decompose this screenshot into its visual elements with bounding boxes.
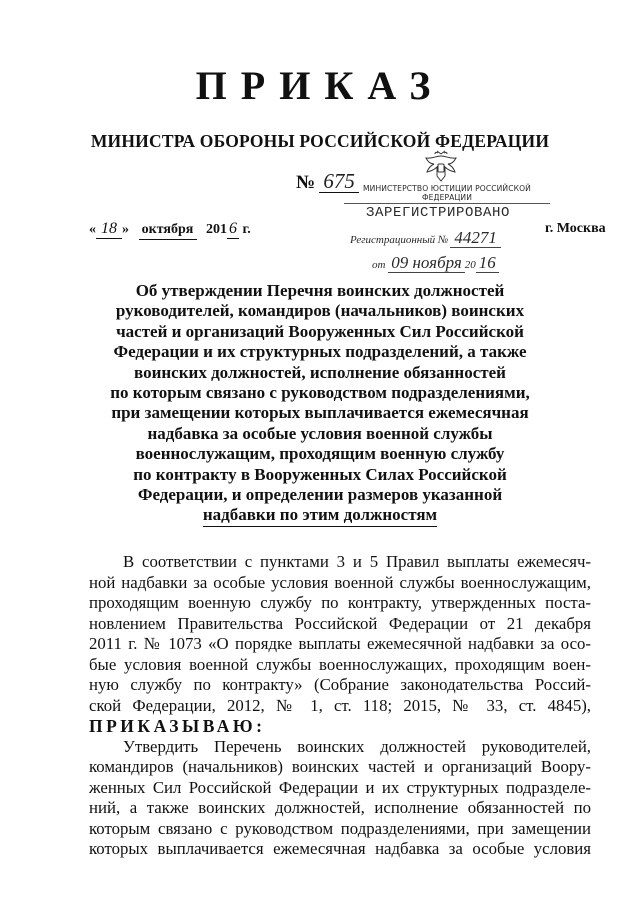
document-title: ПРИКАЗ xyxy=(195,63,445,108)
eagle-emblem-icon xyxy=(422,150,460,184)
body-line: командиров (начальников) воинских частей и организаций Воору- xyxy=(89,757,591,776)
heading-line: Федерации, и определении размеров указанной xyxy=(137,485,503,505)
heading-line: Об утверждении Перечня воинских должностей xyxy=(135,281,505,300)
heading-line: надбавка за особые условия военной службы xyxy=(147,423,493,443)
heading-line: при замещении которых выплачивается ежемесячная xyxy=(111,403,529,423)
document-subtitle: МИНИСТРА ОБОРОНЫ РОССИЙСКОЙ ФЕДЕРАЦИИ xyxy=(90,131,550,151)
heading-line: надбавки по этим должностям xyxy=(203,505,437,526)
heading-line: военнослужащим, проходящим военную службу xyxy=(135,444,505,464)
order-heading xyxy=(80,281,560,527)
order-body xyxy=(89,552,591,860)
handwritten-reg-date: 09 ноября xyxy=(388,253,465,273)
handwritten-reg-number: 44271 xyxy=(450,228,501,248)
date-close-quote: » xyxy=(122,222,129,237)
date-open-quote: « xyxy=(89,222,96,237)
body-line: Утвердить Перечень воинских должностей руководителей, xyxy=(123,736,591,756)
handwritten-day: 18 xyxy=(96,220,122,239)
body-line: которым связано с руководством подразделениями, при замещении xyxy=(89,818,591,838)
heading-line: Федерации и их структурных подразделений, а также xyxy=(113,342,527,362)
stamp-registered: ЗАРЕГИСТРИРОВАНО xyxy=(366,205,511,221)
date-year-suffix: г. xyxy=(242,222,251,237)
stamp-reg-year-prefix: 20 xyxy=(464,259,476,271)
body-line: проходящим военную службу по контракту, утвержденных поста- xyxy=(89,593,591,612)
body-line: ний, а также воинских должностей, исполнение обязанностей по xyxy=(89,798,591,817)
body-line: бые условия военной службы военнослужащих, проходящим воен- xyxy=(89,654,591,674)
order-word: ПРИКАЗЫВАЮ: xyxy=(89,716,266,736)
heading-line: по которым связано с руководством подразделениями, xyxy=(110,383,530,403)
stamp-reg-date xyxy=(372,253,552,273)
heading-line: воинских должностей, исполнение обязанностей xyxy=(134,362,506,382)
handwritten-reg-year: 16 xyxy=(476,253,499,273)
heading-line: частей и организаций Вооруженных Сил Российской xyxy=(116,321,524,341)
stamp-reg-number-label: Регистрационный № xyxy=(350,234,449,246)
number-sign: № xyxy=(296,172,316,193)
heading-line: по контракту в Вооруженных Силах Российской xyxy=(133,464,507,484)
registration-stamp xyxy=(344,150,550,278)
stamp-reg-number xyxy=(350,228,550,248)
body-line: новлением Правительства Российской Федерации от 21 декабря xyxy=(89,613,591,633)
body-line: ной надбавки за особые условия военной службы военнослужащим, xyxy=(89,572,591,592)
order-date xyxy=(89,220,251,240)
heading-line: руководителей, командиров (начальников) воинских xyxy=(115,301,525,321)
date-month: октября xyxy=(139,221,197,240)
handwritten-year-digit: 6 xyxy=(229,220,237,237)
stamp-ministry: МИНИСТЕРСТВО ЮСТИЦИИ РОССИЙСКОЙ ФЕДЕРАЦИИ xyxy=(344,184,550,204)
body-line: которых выплачивается ежемесячная надбавка за особые условия xyxy=(89,839,591,858)
body-line: женных Сил Российской Федерации и их структурных подразделе- xyxy=(89,777,591,797)
date-year-prefix: 201 xyxy=(206,222,227,237)
body-line: ской Федерации, 2012, № 1, ст. 118; 2015, № 33, ст. 4845), xyxy=(89,695,591,715)
handwritten-number: 675 xyxy=(319,170,359,193)
body-line: В соответствии с пунктами 3 и 5 Правил выплаты ежемесяч- xyxy=(123,552,591,571)
body-line: 2011 г. № 1073 «О порядке выплаты ежемесячной надбавки за осо- xyxy=(89,634,591,653)
stamp-reg-date-prefix: от xyxy=(372,259,386,271)
city: г. Москва xyxy=(545,221,606,236)
body-line: ную службу по контракту» (Собрание законодательства Россий- xyxy=(89,675,591,694)
